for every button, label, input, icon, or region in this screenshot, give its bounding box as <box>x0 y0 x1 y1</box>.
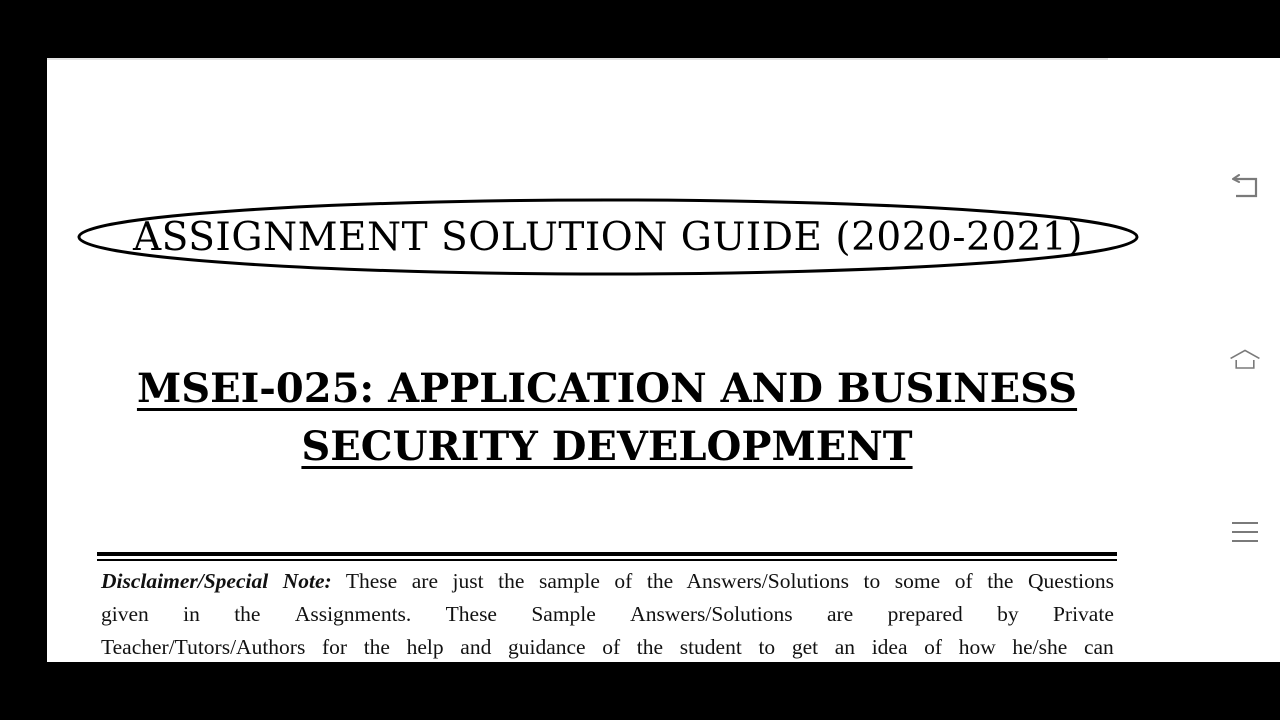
disclaimer-word: These <box>445 602 497 626</box>
divider-thick <box>97 552 1117 556</box>
disclaimer-word: of <box>924 635 943 659</box>
disclaimer-word: can <box>1083 635 1114 659</box>
document-page[interactable] <box>47 58 1210 662</box>
home-button[interactable] <box>1229 344 1261 376</box>
disclaimer-word: prepared <box>887 602 963 626</box>
course-heading-line1: MSEI-025: APPLICATION AND BUSINESS <box>136 365 1078 412</box>
disclaimer-word: get <box>791 635 819 659</box>
disclaimer-line-3 <box>101 631 1114 662</box>
disclaimer-word: given <box>101 602 149 626</box>
course-heading-line2: SECURITY DEVELOPMENT <box>301 423 913 470</box>
disclaimer-word: student <box>679 635 742 659</box>
disclaimer-line-2 <box>101 598 1114 631</box>
disclaimer-line-1 <box>101 565 1114 598</box>
disclaimer-line1-text: These are just the sample of the Answers/Solutions to some of the Questions <box>331 569 1115 593</box>
disclaimer-word: an <box>834 635 856 659</box>
title-banner <box>77 198 1139 276</box>
page-top-edge <box>47 58 1108 60</box>
disclaimer-word: Teacher/Tutors/Authors <box>101 635 306 659</box>
disclaimer-word: are <box>826 602 854 626</box>
home-icon <box>1229 346 1261 374</box>
divider-thin <box>97 559 1117 561</box>
disclaimer-word: Private <box>1052 602 1114 626</box>
disclaimer-word: help <box>406 635 444 659</box>
course-heading <box>47 360 1167 476</box>
disclaimer-word: by <box>997 602 1019 626</box>
hamburger-menu-icon <box>1230 520 1260 544</box>
disclaimer-word: the <box>636 635 664 659</box>
disclaimer-paragraph <box>101 565 1114 662</box>
disclaimer-word: he/she <box>1012 635 1068 659</box>
disclaimer-word: in <box>183 602 200 626</box>
disclaimer-word: idea <box>871 635 908 659</box>
disclaimer-label: Disclaimer/Special Note: <box>101 569 332 593</box>
disclaimer-word: the <box>363 635 390 659</box>
disclaimer-word: the <box>234 602 261 626</box>
disclaimer-word: how <box>958 635 996 659</box>
disclaimer-word: to <box>758 635 776 659</box>
disclaimer-word: for <box>321 635 348 659</box>
disclaimer-word: Answers/Solutions <box>630 602 793 626</box>
navigation-rail <box>1210 58 1280 662</box>
back-arrow-icon <box>1230 174 1260 200</box>
back-button[interactable] <box>1229 171 1261 203</box>
disclaimer-word: guidance <box>507 635 586 659</box>
disclaimer-word: Assignments. <box>294 602 412 626</box>
menu-button[interactable] <box>1229 516 1261 548</box>
disclaimer-word: of <box>602 635 621 659</box>
disclaimer-word: Sample <box>531 602 596 626</box>
disclaimer-word: and <box>460 635 492 659</box>
title-banner-text: ASSIGNMENT SOLUTION GUIDE (2020-2021) <box>133 214 1083 260</box>
